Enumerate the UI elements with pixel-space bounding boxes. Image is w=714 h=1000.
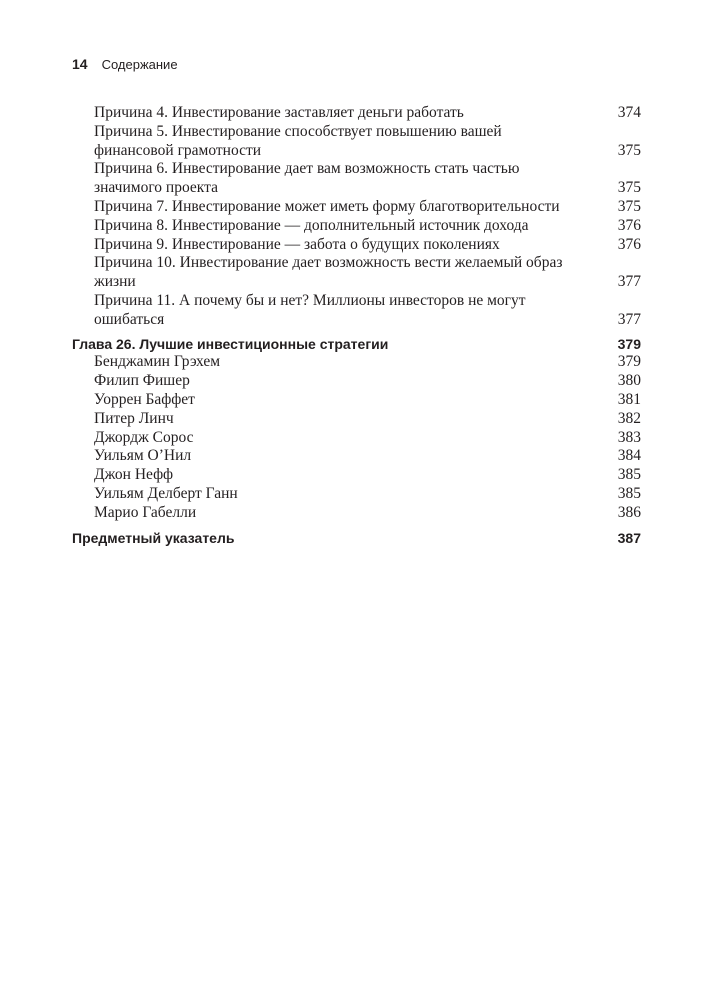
toc-entry-title: Уильям Делберт Ганн	[94, 484, 238, 502]
toc-entry-page: 374	[617, 104, 641, 121]
running-header	[72, 54, 178, 75]
page-number: 14	[72, 56, 88, 72]
toc-entry-title: Причина 7. Инвестирование может иметь форму благотворительности	[94, 197, 560, 215]
toc-entry	[72, 123, 641, 161]
toc-entry-title: Уильям О’Нил	[94, 447, 192, 465]
toc-entry	[72, 485, 641, 504]
toc-entry-title: Марио Габелли	[94, 503, 197, 521]
toc-entry	[72, 429, 641, 448]
toc-entry-title: Бенджамин Грэхем	[94, 353, 221, 371]
toc-entry-title: Джордж Сорос	[94, 428, 194, 446]
toc-entry-page: 380	[617, 372, 641, 390]
toc-entry	[72, 217, 641, 236]
toc-entry-title: Филип Фишер	[94, 372, 190, 390]
toc-chapter-page: 379	[617, 335, 641, 352]
toc-chapter-title: Глава 26. Лучшие инвестиционные стратегии	[72, 335, 389, 352]
toc-entry-title: Причина 5. Инвестирование способствует повышению вашей финансовой грамотности	[94, 122, 502, 159]
toc-entry-page: 379	[617, 353, 641, 371]
toc-entry-page: 377	[617, 310, 641, 328]
toc-entry	[72, 236, 641, 255]
toc-entry-title: Причина 10. Инвестирование дает возможность вести желаемый образ жизни	[94, 254, 563, 291]
toc-entry-page: 375	[617, 179, 641, 197]
section-title: Содержание	[101, 57, 178, 72]
toc-entry	[72, 198, 641, 217]
toc-entry-title: Причина 6. Инвестирование дает вам возможность стать частью значимого проекта	[94, 160, 520, 197]
toc-entry	[72, 372, 641, 391]
toc-entry-page: 375	[617, 197, 641, 215]
toc-entry-page: 376	[617, 216, 641, 234]
toc-entry	[72, 104, 641, 123]
toc-entry-title: Причина 9. Инвестирование — забота о будущих поколениях	[94, 235, 500, 253]
toc-entry	[72, 391, 641, 410]
toc-entry-title: Причина 8. Инвестирование — дополнительный источник дохода	[94, 216, 529, 234]
toc-index-title: Предметный указатель	[72, 529, 235, 546]
toc-entry-page: 383	[617, 428, 641, 446]
toc-entry	[72, 504, 641, 523]
toc-index-entry	[72, 529, 641, 548]
toc-entry-page: 382	[617, 409, 641, 427]
toc-entry	[72, 447, 641, 466]
toc-entry-title: Причина 11. А почему бы и нет? Миллионы инвесторов не могут ошибаться	[94, 291, 526, 328]
toc-entry-page: 386	[617, 503, 641, 521]
toc-chapter-entry	[72, 335, 641, 354]
toc-entry	[72, 353, 641, 372]
toc-entry-page: 385	[617, 466, 641, 484]
toc-entry-page: 384	[617, 447, 641, 465]
toc-entry	[72, 466, 641, 485]
toc-entry-page: 375	[617, 141, 641, 159]
table-of-contents	[72, 104, 641, 547]
toc-entry	[72, 254, 641, 292]
toc-entry-page: 381	[617, 390, 641, 408]
toc-entry	[72, 160, 641, 198]
toc-entry-page: 385	[617, 484, 641, 502]
toc-entry-page: 376	[617, 235, 641, 253]
toc-entry-page: 377	[617, 273, 641, 291]
toc-entry-title: Джон Нефф	[94, 466, 174, 484]
toc-entry	[72, 292, 641, 330]
toc-entry-title: Уоррен Баффет	[94, 390, 195, 408]
toc-index-page: 387	[617, 529, 641, 546]
toc-entry	[72, 410, 641, 429]
toc-entry-title: Питер Линч	[94, 409, 174, 427]
toc-entry-title: Причина 4. Инвестирование заставляет деньги работать	[94, 104, 464, 121]
